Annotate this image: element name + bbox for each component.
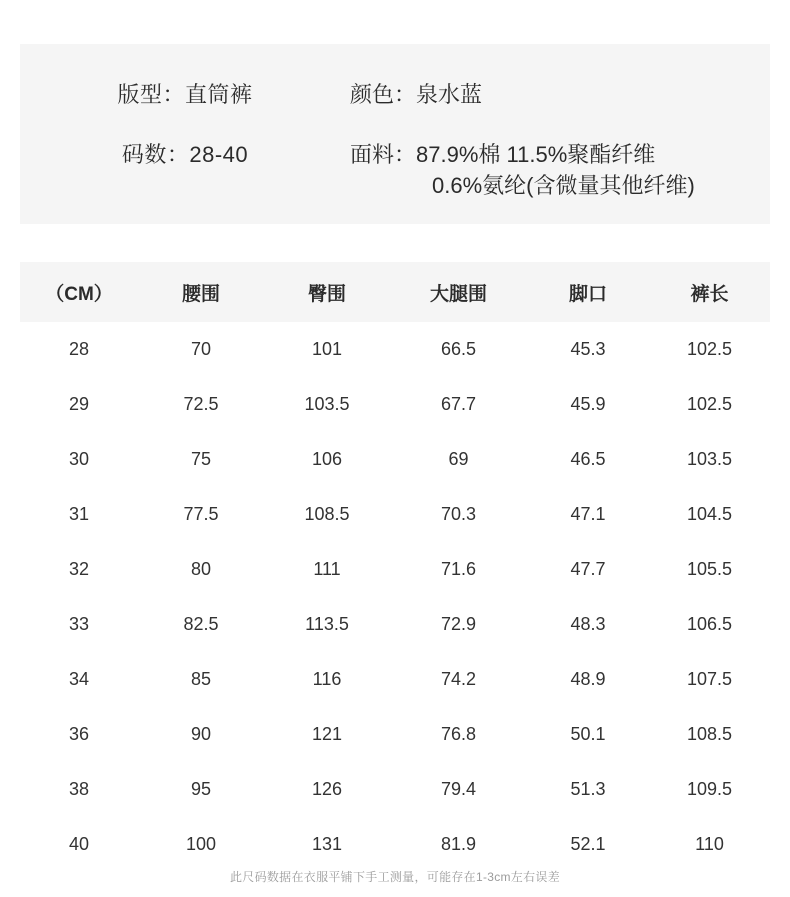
table-row [20, 432, 770, 487]
cell-waist: 90 [138, 707, 264, 762]
cell-thigh: 66.5 [390, 322, 527, 377]
measurement-disclaimer: 此尺码数据在衣服平铺下手工测量，可能存在1-3cm左右误差 [229, 870, 561, 884]
cell-length: 109.5 [649, 762, 770, 817]
cell-thigh: 76.8 [390, 707, 527, 762]
cell-waist: 77.5 [138, 487, 264, 542]
cell-hip: 106 [264, 432, 390, 487]
cell-size: 28 [20, 322, 138, 377]
cell-waist: 80 [138, 542, 264, 597]
product-info-panel [20, 44, 770, 224]
color-label: 颜色： [350, 82, 417, 107]
pattern-cell [20, 80, 350, 110]
table-row [20, 487, 770, 542]
cell-size: 38 [20, 762, 138, 817]
cell-thigh: 67.7 [390, 377, 527, 432]
cell-hip: 103.5 [264, 377, 390, 432]
column-header-size: （CM） [20, 262, 138, 322]
cell-size: 33 [20, 597, 138, 652]
cell-thigh: 69 [390, 432, 527, 487]
cell-leg-opening: 47.1 [527, 487, 649, 542]
cell-leg-opening: 52.1 [527, 817, 649, 872]
cell-length: 103.5 [649, 432, 770, 487]
cell-size: 32 [20, 542, 138, 597]
column-header-length: 裤长 [649, 262, 770, 322]
column-header-hip: 臀围 [264, 262, 390, 322]
column-header-thigh: 大腿围 [390, 262, 527, 322]
cell-length: 102.5 [649, 377, 770, 432]
cell-thigh: 72.9 [390, 597, 527, 652]
cell-waist: 75 [138, 432, 264, 487]
cell-waist: 72.5 [138, 377, 264, 432]
size-label: 码数： [121, 142, 190, 167]
cell-waist: 82.5 [138, 597, 264, 652]
cell-waist: 100 [138, 817, 264, 872]
cell-length: 108.5 [649, 707, 770, 762]
cell-leg-opening: 45.3 [527, 322, 649, 377]
cell-leg-opening: 46.5 [527, 432, 649, 487]
cell-leg-opening: 45.9 [527, 377, 649, 432]
cell-length: 110 [649, 817, 770, 872]
cell-size: 34 [20, 652, 138, 707]
cell-hip: 111 [264, 542, 390, 597]
table-row [20, 762, 770, 817]
cell-size: 30 [20, 432, 138, 487]
cell-leg-opening: 50.1 [527, 707, 649, 762]
cell-waist: 85 [138, 652, 264, 707]
cell-length: 107.5 [649, 652, 770, 707]
cell-leg-opening: 48.3 [527, 597, 649, 652]
cell-size: 40 [20, 817, 138, 872]
cell-length: 106.5 [649, 597, 770, 652]
table-row [20, 377, 770, 432]
cell-thigh: 70.3 [390, 487, 527, 542]
cell-leg-opening: 47.7 [527, 542, 649, 597]
fabric-value-line2: 0.6%氨纶(含微量其他纤维) [432, 173, 695, 198]
fabric-cell [350, 140, 770, 202]
table-row [20, 817, 770, 872]
cell-size: 31 [20, 487, 138, 542]
table-row [20, 542, 770, 597]
pattern-value: 直筒裤 [185, 82, 253, 107]
cell-hip: 108.5 [264, 487, 390, 542]
table-row [20, 322, 770, 377]
fabric-label: 面料： [350, 142, 417, 167]
table-row [20, 707, 770, 762]
cell-hip: 126 [264, 762, 390, 817]
info-row-size-fabric [20, 140, 770, 202]
size-range-cell [20, 140, 350, 170]
fabric-value-line1: 87.9%棉 11.5%聚酯纤维 [416, 142, 656, 167]
cell-length: 104.5 [649, 487, 770, 542]
table-header-row [20, 262, 770, 322]
size-chart-table [20, 262, 770, 872]
size-value: 28-40 [189, 142, 249, 167]
cell-size: 36 [20, 707, 138, 762]
cell-hip: 113.5 [264, 597, 390, 652]
cell-length: 102.5 [649, 322, 770, 377]
color-cell [350, 80, 770, 110]
cell-waist: 70 [138, 322, 264, 377]
cell-waist: 95 [138, 762, 264, 817]
cell-thigh: 81.9 [390, 817, 527, 872]
table-row [20, 597, 770, 652]
info-row-pattern-color [20, 80, 770, 110]
cell-size: 29 [20, 377, 138, 432]
color-value: 泉水蓝 [416, 82, 483, 107]
column-header-leg-opening: 脚口 [527, 262, 649, 322]
table-row [20, 652, 770, 707]
cell-length: 105.5 [649, 542, 770, 597]
cell-hip: 101 [264, 322, 390, 377]
column-header-waist: 腰围 [138, 262, 264, 322]
pattern-label: 版型： [117, 82, 185, 107]
cell-hip: 131 [264, 817, 390, 872]
cell-leg-opening: 48.9 [527, 652, 649, 707]
cell-thigh: 79.4 [390, 762, 527, 817]
cell-hip: 116 [264, 652, 390, 707]
cell-leg-opening: 51.3 [527, 762, 649, 817]
cell-thigh: 71.6 [390, 542, 527, 597]
cell-thigh: 74.2 [390, 652, 527, 707]
cell-hip: 121 [264, 707, 390, 762]
